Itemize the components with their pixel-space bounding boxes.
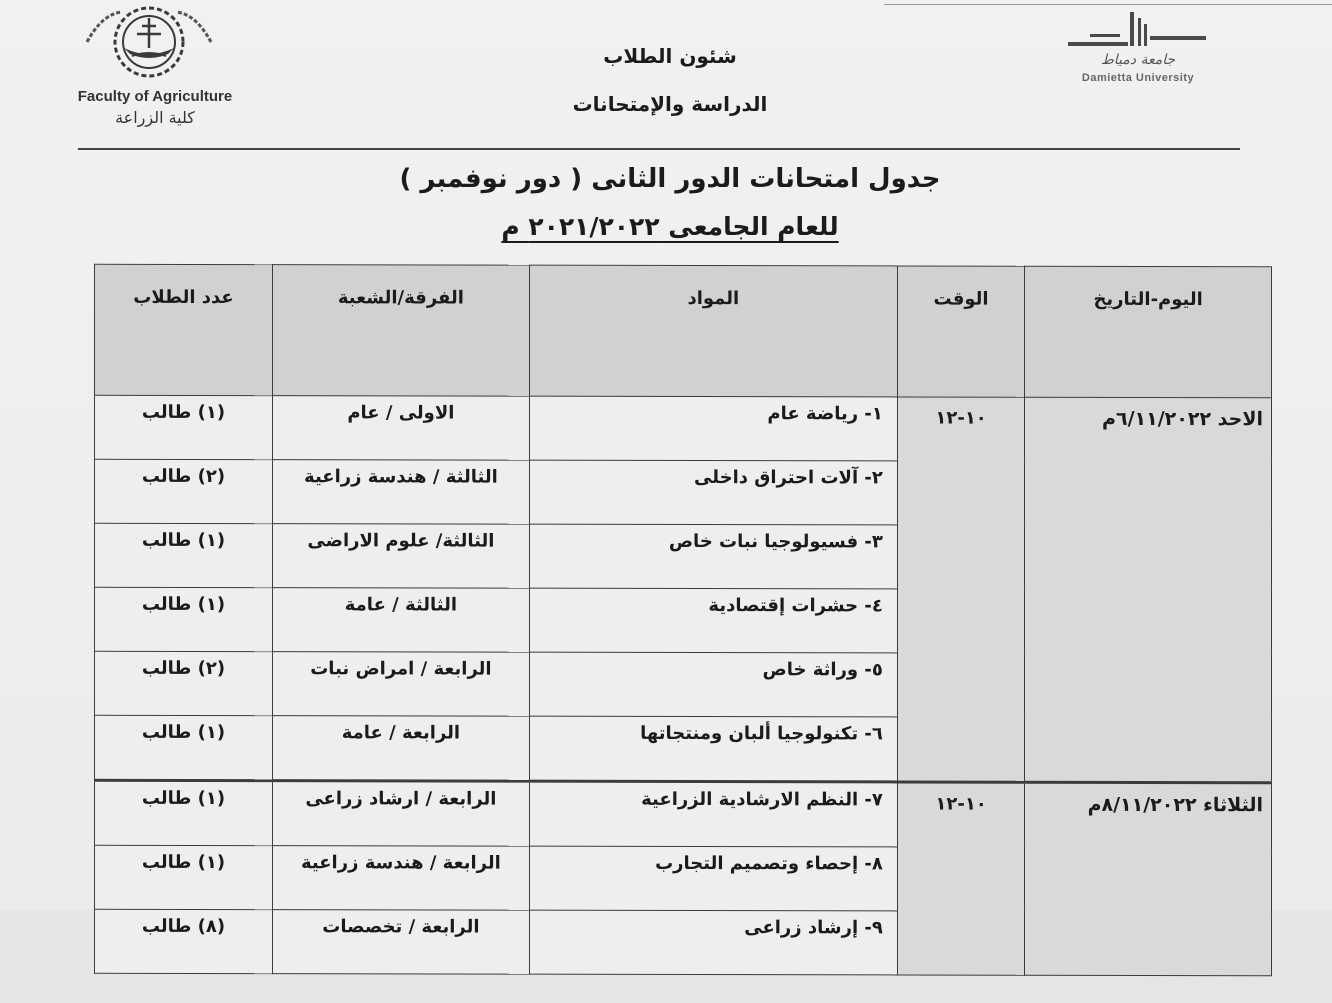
subject-cell: ٧- النظم الارشادية الزراعية [529,781,897,847]
count-cell: (١) طالب [95,845,273,909]
header-subject: المواد [529,265,897,397]
table-row [95,395,1272,461]
day-cell: الثلاثاء ٨/١١/٢٠٢٢م [1025,782,1272,976]
count-cell: (٨) طالب [95,909,273,973]
faculty-emblem-icon [82,4,216,80]
group-cell: الاولى / عام [272,396,529,461]
day-cell: الاحد ٦/١١/٢٠٢٢م [1025,397,1272,783]
header-time: الوقت [897,266,1024,397]
top-edge-line [884,0,1332,5]
group-cell: الرابعة / عامة [272,716,529,782]
page-title: جدول امتحانات الدور الثانى ( دور نوفمبر ) [399,164,941,194]
dept-student-affairs: شئون الطلاب [603,44,737,68]
group-cell: الثالثة/ علوم الاراضى [272,524,529,589]
table-header-row [95,264,1272,397]
subject-cell: ٣- فسيولوجيا نبات خاص [529,524,897,589]
faculty-name-en: Faculty of Agriculture [77,88,233,105]
header-count: عدد الطلاب [95,264,273,395]
subject-cell: ٨- إحصاء وتصميم التجارب [529,846,897,911]
group-cell: الرابعة / امراض نبات [272,652,529,717]
group-cell: الرابعة / ارشاد زراعى [272,781,529,847]
exam-schedule-table [94,264,1272,939]
count-cell: (١) طالب [95,780,273,845]
table-row [95,780,1272,847]
count-cell: (٢) طالب [95,651,273,715]
count-cell: (١) طالب [95,587,273,651]
university-name-en: Damietta University [1081,72,1195,84]
university-name-ar: جامعة دمياط [1100,52,1176,68]
count-cell: (١) طالب [95,715,273,780]
count-cell: (١) طالب [95,395,273,459]
count-cell: (٢) طالب [95,459,273,523]
header-day: اليوم-التاريخ [1025,266,1272,398]
subject-cell: ٩- إرشاد زراعى [529,910,897,975]
time-cell: ١٠-١٢ [897,397,1024,782]
time-cell: ١٠-١٢ [897,782,1024,975]
header-group: الفرقة/الشعبة [272,265,529,397]
header-divider [78,148,1240,150]
group-cell: الرابعة / هندسة زراعية [272,846,529,911]
dept-studies-exams: الدراسة والإمتحانات [572,92,768,116]
subject-cell: ٤- حشرات إقتصادية [529,588,897,653]
group-cell: الثالثة / عامة [272,588,529,653]
subject-cell: ٦- تكنولوجيا ألبان ومنتجاتها [529,716,897,782]
group-cell: الثالثة / هندسة زراعية [272,460,529,525]
subject-cell: ٥- وراثة خاص [529,652,897,717]
page-subtitle: للعام الجامعى ٢٠٢١/٢٠٢٢ م [501,212,839,241]
subject-cell: ١- رياضة عام [529,396,897,461]
count-cell: (١) طالب [95,523,273,587]
group-cell: الرابعة / تخصصات [272,910,529,975]
subject-cell: ٢- آلات احتراق داخلى [529,460,897,525]
faculty-name-ar: كلية الزراعة [115,108,195,127]
